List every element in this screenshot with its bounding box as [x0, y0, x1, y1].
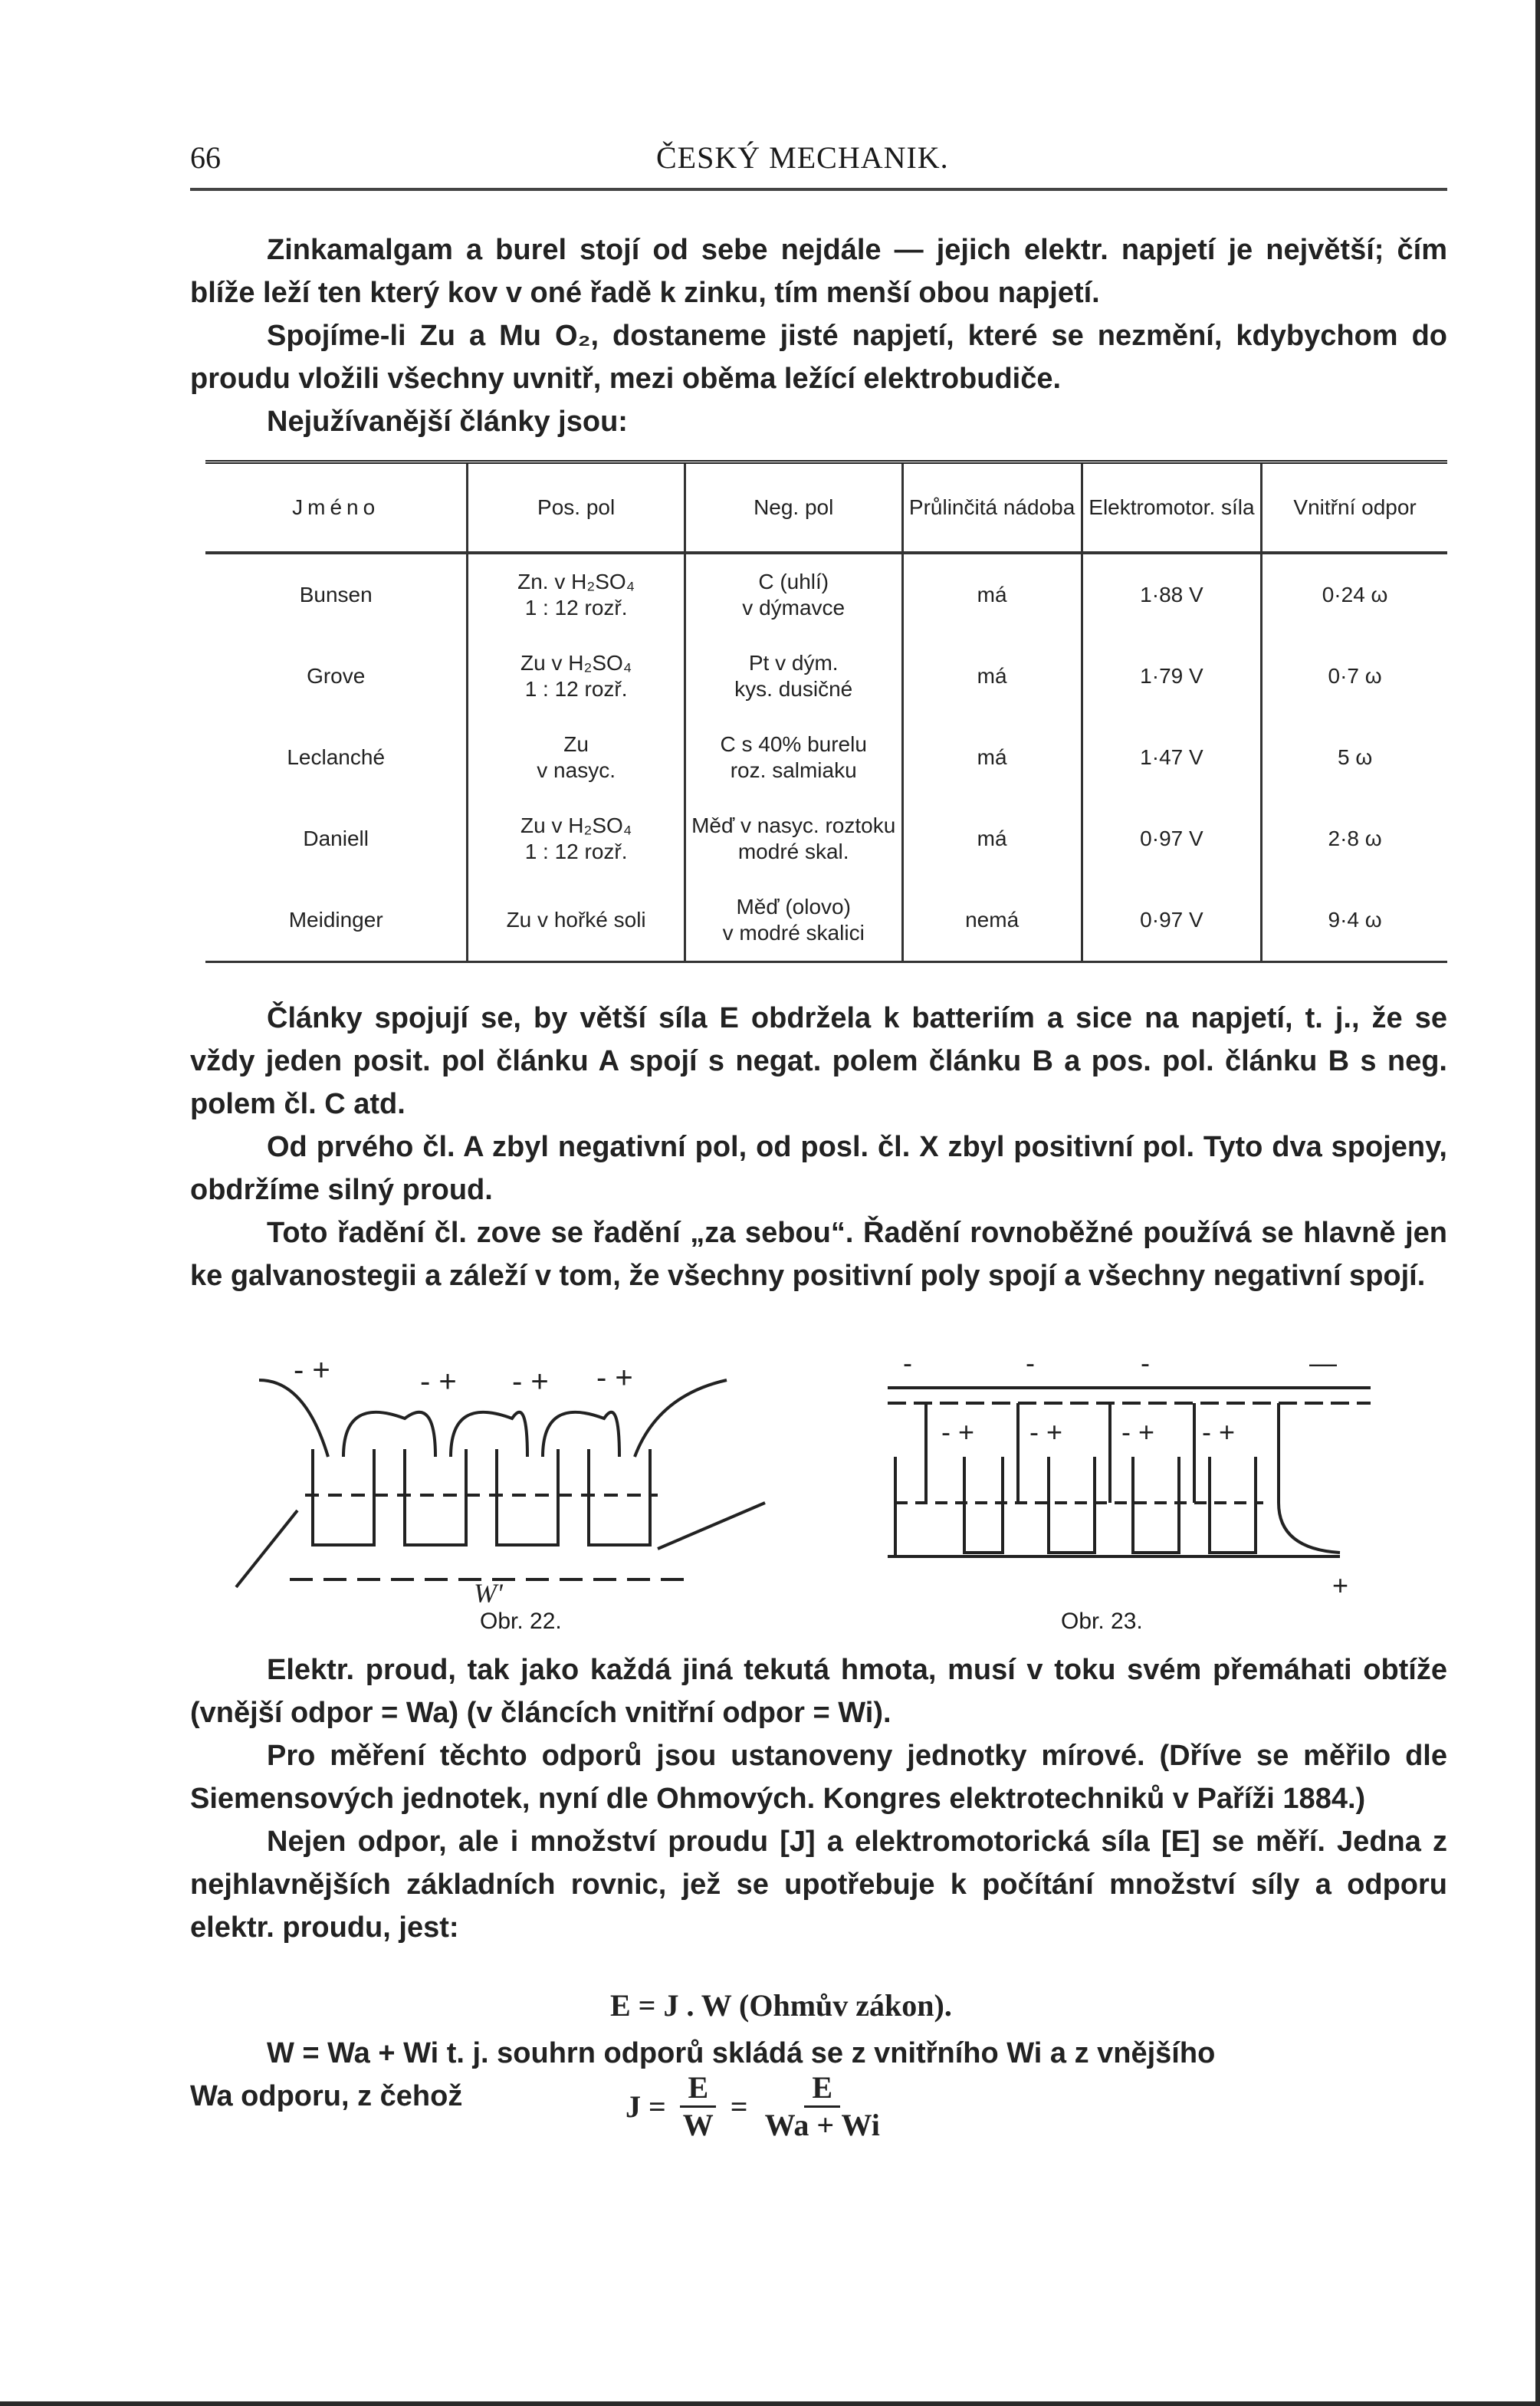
cells-table [205, 460, 1447, 963]
cell-vessel: má [902, 798, 1082, 879]
cell-pos: Zu v nasyc. [468, 717, 685, 798]
formula-equals: = [730, 2089, 748, 2124]
cell-pos: Zu v H₂SO₄ 1 : 12 rozř. [468, 636, 685, 717]
cell-name: Meidinger [205, 879, 468, 962]
formula-lhs: J = [626, 2089, 666, 2124]
cell-vessel: má [902, 636, 1082, 717]
cell-name: Bunsen [299, 583, 373, 606]
figure-22 [228, 1349, 780, 1602]
table-row [205, 717, 1447, 798]
cell-vessel: má [902, 717, 1082, 798]
resistance-sum-line: W = Wa + Wi t. j. souhrn odporů skládá se z vnitřního Wi a z vnějšího [267, 2037, 1216, 2069]
col-header-pos: Pos. pol [468, 462, 685, 554]
paragraph: Elektr. proud, tak jako každá jiná tekutá hmota, musí v toku svém přemáhati obtíže (vnější odpor = Wa) (v článcích vnitřní odpor = Wi). [190, 1654, 1447, 1729]
cell-pos: Zn. v H₂SO₄ 1 : 12 rozř. [468, 553, 685, 636]
cell-resistance: 2·8 ω [1262, 798, 1447, 879]
running-header [190, 140, 1447, 186]
series-cells-illustration [228, 1349, 780, 1602]
svg-text:- +: - + [420, 1365, 457, 1399]
cell-vessel: má [902, 553, 1082, 636]
svg-text:-: - [1026, 1349, 1035, 1379]
col-header-neg: Neg. pol [685, 462, 902, 554]
paragraph: Nejužívanější články jsou: [267, 406, 628, 438]
figure-23-caption: Obr. 23. [1061, 1609, 1143, 1634]
figure-22-mark: W' [474, 1578, 503, 1602]
cell-pos: Zu v hořké soli [468, 879, 685, 962]
paragraph: Články spojují se, by větší síla E obdržela k batteriím a sice na napjetí, t. j., že se vždy jeden posit. pol článku A spojí s negat. polem článku B a pos. pol. článku B s neg. polem čl. C atd. [190, 1002, 1447, 1120]
parallel-cells-illustration [880, 1349, 1417, 1602]
cell-neg: Měď (olovo) v modré skalici [685, 879, 902, 962]
intro-text [190, 228, 1447, 443]
fraction-denominator: Wa + Wi [764, 2108, 880, 2142]
paragraph: Zinkamalgam a burel stojí od sebe nejdále — jejich elektr. napjetí je největší; čím blíže leží ten který kov v oné řadě k zinku, tím menší obou napjetí. [190, 234, 1447, 309]
cell-emf: 1·47 V [1082, 717, 1262, 798]
svg-text:- +: - + [596, 1361, 633, 1395]
figure-23 [880, 1349, 1417, 1602]
cell-name: Grove [307, 664, 366, 688]
cell-emf: 0·97 V [1082, 798, 1262, 879]
cell-neg: Pt v dým. kys. dusičné [685, 636, 902, 717]
svg-text:-: - [1141, 1349, 1150, 1379]
current-formula [626, 2070, 897, 2143]
cell-emf: 1·79 V [1082, 636, 1262, 717]
table-header-row [205, 462, 1447, 554]
col-header-vessel: Průlinčitá nádoba [902, 462, 1082, 554]
cell-vessel: nemá [902, 879, 1082, 962]
table-row [205, 636, 1447, 717]
table-row [205, 879, 1447, 962]
col-header-emf: Elektromotor. síla [1082, 462, 1262, 554]
wa-line: Wa odporu, z čehož [190, 2080, 463, 2112]
svg-text:- +: - + [1202, 1416, 1236, 1448]
cell-neg: C (uhlí) v dýmavce [685, 553, 902, 636]
svg-text:+: + [1332, 1569, 1349, 1601]
svg-text:- +: - + [512, 1365, 549, 1399]
figure-22-caption: Obr. 22. [480, 1609, 562, 1634]
fraction-denominator: W [682, 2108, 714, 2142]
paragraph: Od prvého čl. A zbyl negativní pol, od posl. čl. X zbyl positivní pol. Tyto dva spojeny, obdržíme silný proud. [190, 1131, 1447, 1206]
cell-name: Leclanché [287, 745, 386, 769]
table-row [205, 553, 1447, 636]
svg-text:- +: - + [941, 1416, 975, 1448]
cell-neg: C s 40% burelu roz. salmiaku [685, 717, 902, 798]
journal-title: ČESKÝ MECHANIK. [656, 140, 949, 175]
cell-resistance: 5 ω [1262, 717, 1447, 798]
body-text-3 [190, 1648, 1447, 1949]
col-header-resistance: Vnitřní odpor [1262, 462, 1447, 554]
fraction-numerator: E [680, 2070, 716, 2108]
cell-emf: 1·88 V [1082, 553, 1262, 636]
paragraph: Spojíme-li Zu a Mu O₂, dostaneme jisté napjetí, které se nezmění, kdybychom do proudu vložili všechny uvnitř, mezi oběma ležící elektrobudiče. [190, 320, 1447, 395]
fraction-numerator: E [804, 2070, 840, 2108]
body-text-2 [190, 997, 1447, 1297]
cell-name: Daniell [303, 827, 369, 850]
col-header-name: Jméno [205, 462, 468, 554]
svg-text:- +: - + [1121, 1416, 1155, 1448]
cell-resistance: 0·7 ω [1262, 636, 1447, 717]
fraction-e-w [675, 2070, 721, 2143]
ohm-law-formula: E = J . W (Ohmův zákon). [610, 1988, 952, 2023]
cell-emf: 0·97 V [1082, 879, 1262, 962]
cell-pos: Zu v H₂SO₄ 1 : 12 rozř. [468, 798, 685, 879]
svg-text:- +: - + [294, 1353, 330, 1387]
cell-resistance: 9·4 ω [1262, 879, 1447, 962]
paragraph: Pro měření těchto odporů jsou ustanoveny jednotky mírové. (Dříve se měřilo dle Siemensových jednotek, nyní dle Ohmových. Kongres elektrotechniků v Paříži 1884.) [190, 1740, 1447, 1815]
table-row [205, 798, 1447, 879]
cell-resistance: 0·24 ω [1262, 553, 1447, 636]
svg-text:-: - [903, 1349, 912, 1379]
cell-neg: Měď v nasyc. roztoku modré skal. [685, 798, 902, 879]
paragraph: Toto řadění čl. zove se řadění „za sebou“. Řadění rovnoběžné používá se hlavně jen ke galvanostegii a záleží v tom, že všechny positivní poly spojí a všechny negativní spojí. [190, 1217, 1447, 1292]
svg-text:—: — [1309, 1349, 1337, 1379]
header-rule [190, 188, 1447, 191]
svg-text:- +: - + [1029, 1416, 1063, 1448]
page-number: 66 [190, 140, 221, 175]
fraction-e-wa-wi [757, 2070, 888, 2143]
paragraph: Nejen odpor, ale i množství proudu [J] a elektromotorická síla [E] se měří. Jedna z nejhlavnějších základních rovnic, jež se upotřebuje k počítání množství síly a odporu elektr. proudu, jest: [190, 1826, 1447, 1944]
